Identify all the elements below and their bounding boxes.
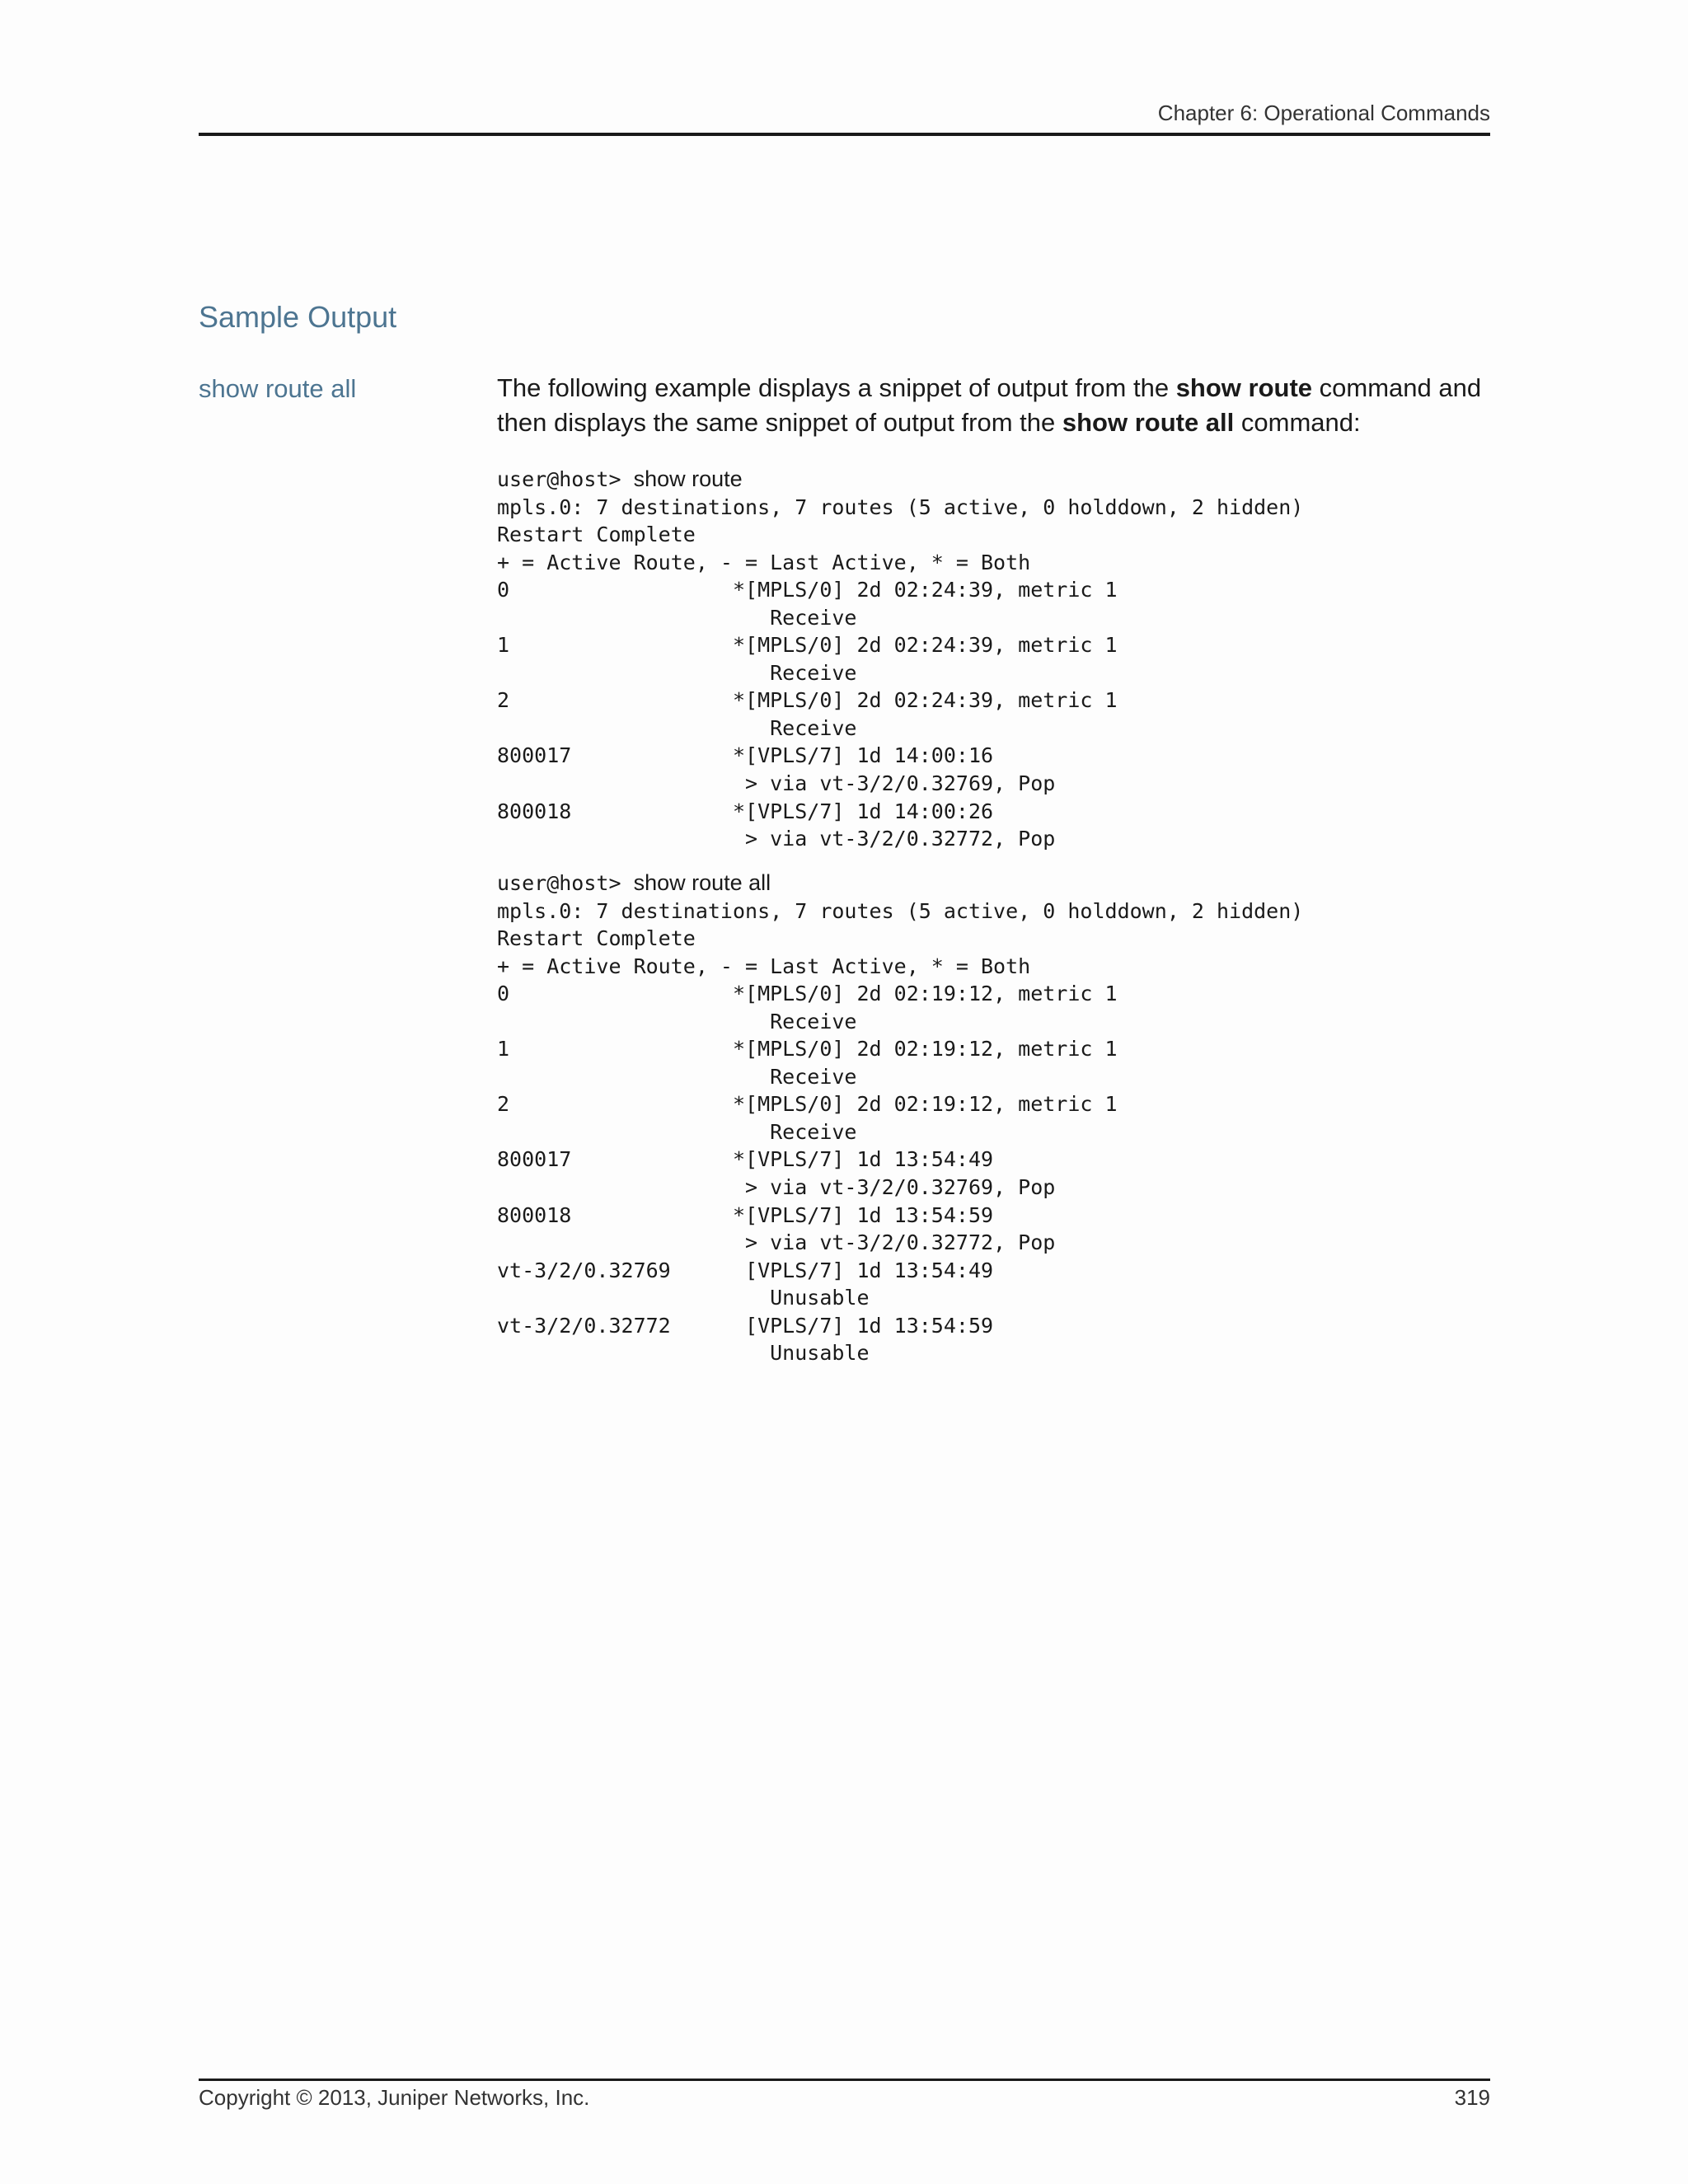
- prompt: user@host>: [497, 467, 634, 491]
- command-output: mpls.0: 7 destinations, 7 routes (5 active, 0 holddown, 2 hidden) Restart Complete + = Active Route, - = Last Active, * = Both 0 *[MPLS/0] 2d 02:19:12, metric 1 Receive 1 *[MPLS/0] 2d 02:19:12, metric 1 Receive 2 *[MPLS/0] 2d 02:19:12, metric 1 Receive 800017 *[VPLS/7] 1d 13:54:49 > via vt-3/2/0.32769, Pop 800018 *[VPLS/7] 1d 13:54:59 > via vt-3/2/0.32772, Pop vt-3/2/0.32769 [VPLS/7] 1d 13:54:49 Unusable vt-3/2/0.32772 [VPLS/7] 1d 13:54:59 Unusable: [497, 898, 1304, 1366]
- intro-text-2: command and then displays the same snippet of output from the: [497, 373, 1482, 437]
- intro-command-2: show route all: [1062, 408, 1235, 437]
- section-title: Sample Output: [199, 300, 397, 334]
- intro-text-1: The following example displays a snippet of output from the: [497, 373, 1176, 402]
- intro-text-3: command:: [1234, 408, 1361, 437]
- code-block-show-route-all: [497, 869, 1303, 1367]
- side-label: show route all: [199, 374, 357, 403]
- prompt: user@host>: [497, 871, 634, 895]
- intro-command-1: show route: [1175, 373, 1313, 402]
- page-number: 319: [1454, 2085, 1490, 2110]
- command: show route: [633, 466, 743, 491]
- intro-paragraph: [497, 371, 1494, 440]
- footer-rule: [199, 2079, 1490, 2081]
- header-rule: [199, 133, 1490, 136]
- command: show route all: [633, 870, 771, 895]
- code-block-show-route: [497, 466, 1303, 853]
- chapter-header: Chapter 6: Operational Commands: [1157, 101, 1490, 125]
- copyright: Copyright © 2013, Juniper Networks, Inc.: [199, 2085, 590, 2110]
- command-output: mpls.0: 7 destinations, 7 routes (5 active, 0 holddown, 2 hidden) Restart Complete + = Active Route, - = Last Active, * = Both 0 *[MPLS/0] 2d 02:24:39, metric 1 Receive 1 *[MPLS/0] 2d 02:24:39, metric 1 Receive 2 *[MPLS/0] 2d 02:24:39, metric 1 Receive 800017 *[VPLS/7] 1d 14:00:16 > via vt-3/2/0.32769, Pop 800018 *[VPLS/7] 1d 14:00:26 > via vt-3/2/0.32772, Pop: [497, 494, 1304, 851]
